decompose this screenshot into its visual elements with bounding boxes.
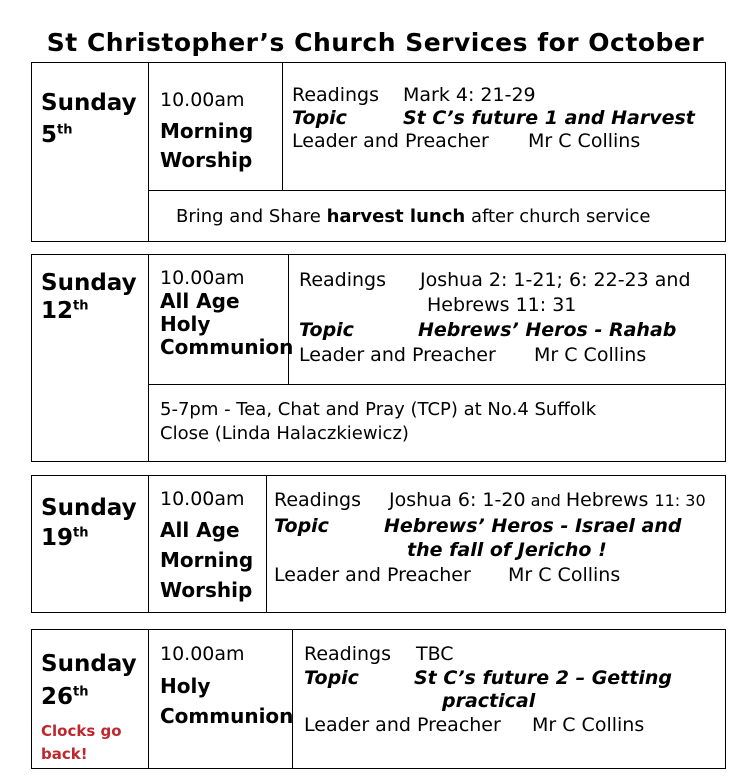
topic-label: Topic (304, 667, 359, 689)
service-name: Morning Worship (160, 119, 254, 172)
topic-label: Topic (299, 319, 354, 341)
leader-label: Leader and Preacher (292, 130, 489, 152)
service-time: 10.00am (160, 89, 245, 111)
topic-value: St C’s future 2 – Getting (414, 667, 672, 689)
leader-value: Mr C Collins (508, 564, 621, 586)
readings-value: Joshua 6: 1-20 and Hebrews 11: 30 (389, 489, 706, 511)
day-name: Sunday (41, 270, 137, 296)
readings-label: Readings (274, 489, 362, 511)
readings-label: Readings (304, 643, 392, 665)
service-name: All Age Morning Worship (160, 518, 254, 602)
topic-value: St C’s future 1 and Harvest (403, 107, 695, 129)
leader-label: Leader and Preacher (274, 564, 471, 586)
day-name: Sunday (41, 495, 137, 521)
day-name: Sunday (41, 90, 137, 116)
readings-value: Mark 4: 21-29 (403, 84, 536, 106)
leader-label: Leader and Preacher (304, 714, 501, 736)
topic-value-cont: the fall of Jericho ! (407, 539, 607, 561)
topic-value-cont: practical (442, 690, 536, 712)
day-date: 26th (41, 684, 89, 710)
week-note: 5-7pm - Tea, Chat and Pray (TCP) at No.4 Suffolk Close (Linda Halaczkiewicz) (160, 399, 597, 444)
clocks-note: Clocks go back! (41, 722, 122, 763)
leader-value: Mr C Collins (528, 130, 641, 152)
readings-value: TBC (416, 643, 454, 665)
readings-label: Readings (292, 84, 380, 106)
service-time: 10.00am (160, 488, 245, 510)
topic-value: Hebrews’ Heros - Israel and (384, 515, 682, 537)
day-name: Sunday (41, 651, 137, 677)
service-name: All Age Holy Communion (160, 289, 294, 359)
readings-label: Readings (299, 269, 387, 291)
topic-value: Hebrews’ Heros - Rahab (418, 319, 677, 341)
topic-label: Topic (274, 515, 329, 537)
readings-value-cont: Hebrews 11: 31 (427, 294, 577, 316)
readings-value: Joshua 2: 1-21; 6: 22-23 and (420, 269, 691, 291)
service-time: 10.00am (160, 643, 245, 665)
leader-label: Leader and Preacher (299, 344, 496, 366)
day-date: 12th (41, 298, 89, 324)
leader-value: Mr C Collins (532, 714, 645, 736)
day-date: 5th (41, 122, 73, 148)
leader-value: Mr C Collins (534, 344, 647, 366)
page-title: St Christopher’s Church Services for October (46, 28, 705, 57)
service-time: 10.00am (160, 267, 245, 289)
week-note: Bring and Share harvest lunch after church service (176, 206, 651, 227)
service-name: Holy Communion (160, 674, 294, 728)
day-date: 19th (41, 525, 89, 551)
topic-label: Topic (292, 107, 347, 129)
